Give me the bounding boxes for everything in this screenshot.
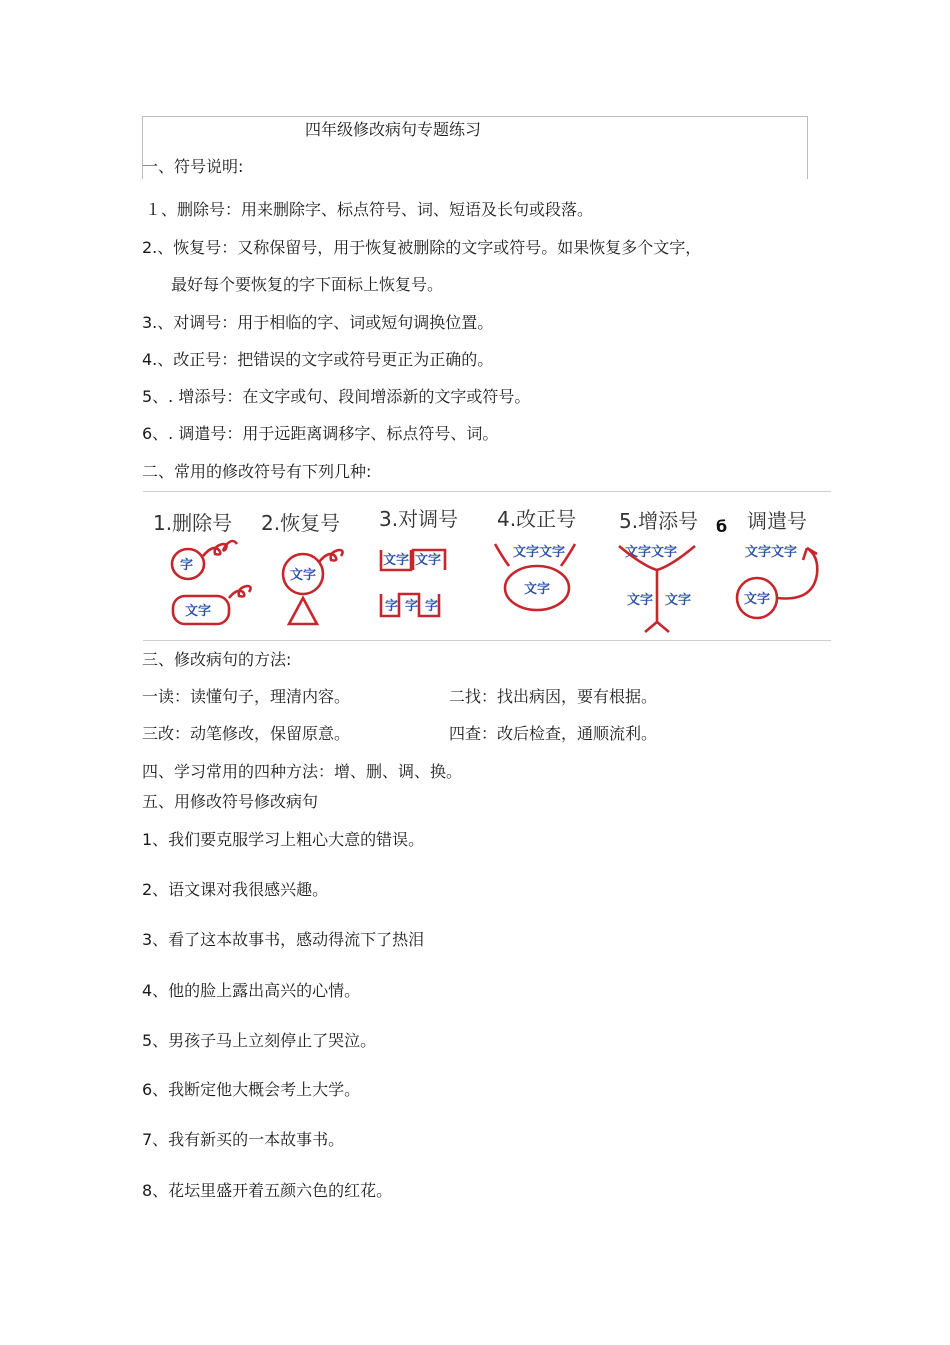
figure-label-insert: 5.增添号 <box>619 509 699 533</box>
exercise-sentence-7: 7、我有新买的一本故事书。 <box>142 1130 345 1149</box>
figure-label-swap: 3.对调号 <box>379 507 459 531</box>
section3-heading: 三、修改病句的方法: <box>142 650 292 669</box>
svg-text:字: 字 <box>180 558 194 573</box>
svg-text:文字: 文字 <box>185 604 212 619</box>
figure-label-6: б <box>716 517 728 536</box>
exercise-sentence-5: 5、男孩子马上立刻停止了哭泣。 <box>142 1031 377 1050</box>
figure-label-delete: 1.删除号 <box>153 511 233 535</box>
svg-text:文字: 文字 <box>383 553 410 568</box>
method-check: 四查：改后检查，通顺流利。 <box>449 724 658 743</box>
svg-text:文字: 文字 <box>665 593 692 608</box>
exercise-sentence-6: 6、我断定他大概会考上大学。 <box>142 1080 361 1099</box>
correct-symbol-icon <box>495 544 575 610</box>
exercise-sentence-4: 4、他的脸上露出高兴的心情。 <box>142 981 361 1000</box>
symbol-item-5: 5、. 增添号：在文字或句、段间增添新的文字或符号。 <box>142 387 531 406</box>
symbol-item-2-cont: 最好每个要恢复的字下面标上恢复号。 <box>171 275 444 294</box>
svg-text:文字: 文字 <box>627 593 654 608</box>
svg-text:文字: 文字 <box>415 553 442 568</box>
symbol-item-2: 2.、恢复号：又称保留号，用于恢复被删除的文字或符号。如果恢复多个文字， <box>142 238 702 257</box>
insert-symbol-icon <box>619 544 695 632</box>
svg-text:文字文字: 文字文字 <box>745 545 798 560</box>
section4-heading: 四、学习常用的四种方法：增、删、调、换。 <box>142 762 463 781</box>
restore-symbol-icon <box>283 550 343 624</box>
symbol-item-1: １、删除号：用来删除字、标点符号、词、短语及长句或段落。 <box>145 200 594 219</box>
method-read: 一读：读懂句子，理清内容。 <box>142 687 351 706</box>
delete-symbol-icon <box>172 541 251 624</box>
svg-text:文字: 文字 <box>744 592 771 607</box>
symbol-item-6: 6、. 调遣号：用于远距离调移字、标点符号、词。 <box>142 424 499 443</box>
section1-heading: 一、符号说明: <box>142 157 244 176</box>
method-find: 二找：找出病因，要有根据。 <box>449 687 658 706</box>
svg-text:字: 字 <box>405 599 419 614</box>
figure-label-correct: 4.改正号 <box>497 507 577 531</box>
swap-symbol-icon <box>381 550 445 616</box>
move-symbol-icon <box>737 544 817 618</box>
figure-label-restore: 2.恢复号 <box>261 511 341 535</box>
svg-text:文字: 文字 <box>290 568 317 583</box>
svg-text:字: 字 <box>425 599 439 614</box>
correction-symbols-figure <box>143 491 831 641</box>
svg-text:字: 字 <box>385 599 399 614</box>
svg-text:文字文字: 文字文字 <box>513 545 566 560</box>
figure-label-move: 调遣号 <box>747 509 807 533</box>
section2-heading: 二、常用的修改符号有下列几种: <box>142 462 372 481</box>
exercise-sentence-2: 2、语文课对我很感兴趣。 <box>142 880 329 899</box>
exercise-sentence-3: 3、看了这本故事书，感动得流下了热泪 <box>142 930 425 949</box>
svg-text:文字: 文字 <box>524 582 551 597</box>
svg-text:文字文字: 文字文字 <box>625 545 678 560</box>
page-title: 四年级修改病句专题练习 <box>305 120 482 139</box>
exercise-sentence-1: 1、我们要克服学习上粗心大意的错误。 <box>142 830 425 849</box>
method-revise: 三改：动笔修改，保留原意。 <box>142 724 351 743</box>
symbol-item-3: 3.、对调号：用于相临的字、词或短句调换位置。 <box>142 313 494 332</box>
section5-heading: 五、用修改符号修改病句 <box>142 792 319 811</box>
symbol-item-4: 4.、改正号：把错误的文字或符号更正为正确的。 <box>142 350 494 369</box>
exercise-sentence-8: 8、花坛里盛开着五颜六色的红花。 <box>142 1181 393 1200</box>
